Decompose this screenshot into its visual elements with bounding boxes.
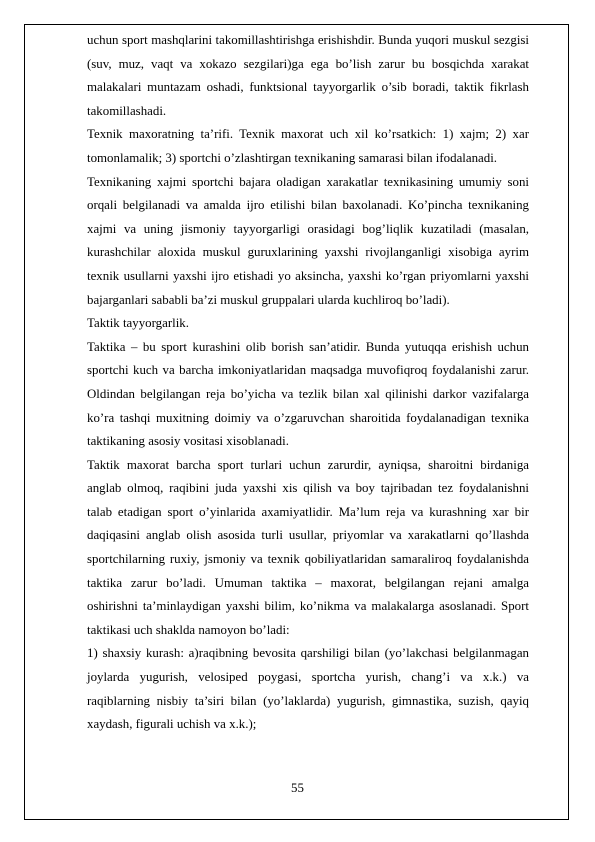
section-heading-tactical-preparation: Taktik tayyorgarlik. [87, 316, 189, 331]
paragraph-tactical-mastery: Taktik maxorat barcha sport turlari uchun zarurdir, ayniqsa, sharoitni birdaniga anglab olmoq, raqibini juda yaxshi xis qilish va boy tajribadan tez foydalanishni talab etadigan sport o’yinlarida axamiyatlidir. Ma’lum reja va kurashning xar bir daqiqasini anglab olish asosida turli usullar, priyomlar va xarakatlarni qo’llashda sportchilarning ruxiy, jsmoniy va texnik qobiliyatlaridan samaraliroq foydalanishda taktika zarur bo’ladi. Umuman taktika – maxorat, belgilangan rejani amalga oshirishni ta’minlaydigan yaxshi bilim, ko’nikma va malakalarga asoslanadi. Sport taktikasi uch shaklda namoyon bo’ladi: [87, 457, 529, 637]
page-number: 55 [291, 781, 304, 795]
document-body [87, 29, 529, 737]
paragraph-technique-volume: Texnikaning xajmi sportchi bajara oladigan xarakatlar texnikasining umumiy soni orqali belgilanadi va amalda ijro etilishi bilan baxolanadi. Ko’pincha texnikaning xajmi va uning jismoniy tayyorgarligi orasidagi bog’liqlik kuzatiladi (masalan, kurashchilar aloxida muskul guruxlarining yaxshi rivojlanganligi xisobiga ayrim texnik usullarni yaxshi ijro etishadi yo aksincha, yaxshi ko’rgan priyomlarni yaxshi bajarganlari sababli ba’zi muskul gruppalari ularda kuchliroq bo’ladi). [87, 174, 529, 307]
paragraph-individual-struggle: 1) shaxsiy kurash: a)raqibning bevosita qarshiligi bilan (yo’lakchasi belgilanmagan joylarda yugurish, velosiped poygasi, sportcha yurish, chang’i va x.k.) va raqiblarning nisbiy ta’siri bilan (yo’laklarda) yugurish, gimnastika, suzish, qayiq xaydash, figurali uchish va x.k.); [87, 646, 529, 732]
paragraph-intro: uchun sport mashqlarini takomillashtirishga erishishdir. Bunda yuqori muskul sezgisi (suv, muz, vaqt va xokazo sezgilari)ga ega bo’lish zarur bu bosqichda xarakat malakalari muntazam oshadi, funktsional tayyorgarlik o’sib boradi, taktik fikrlash takomillashadi. [87, 33, 529, 118]
paragraph-technical-mastery-definition: Texnik maxoratning ta’rifi. Texnik maxorat uch xil ko’rsatkich: 1) xajm; 2) xar tomonlamalik; 3) sportchi o’zlashtirgan texnikaning samarasi bilan ifodalanadi. [87, 127, 529, 165]
paragraph-tactics-definition: Taktika – bu sport kurashini olib borish san’atidir. Bunda yutuqqa erishish uchun sportchi kuch va barcha imkoniyatlaridan maqsadga muvofiqroq foydalanishi zarur. Oldindan belgilangan reja bo’yicha va tezlik bilan xal qilinishi darkor vazifalarga ko’ra tashqi muxitning doimiy va o’zgaruvchan sharoitida foydalanadigan texnika taktikaning asosiy vositasi xisoblanadi. [87, 339, 529, 449]
